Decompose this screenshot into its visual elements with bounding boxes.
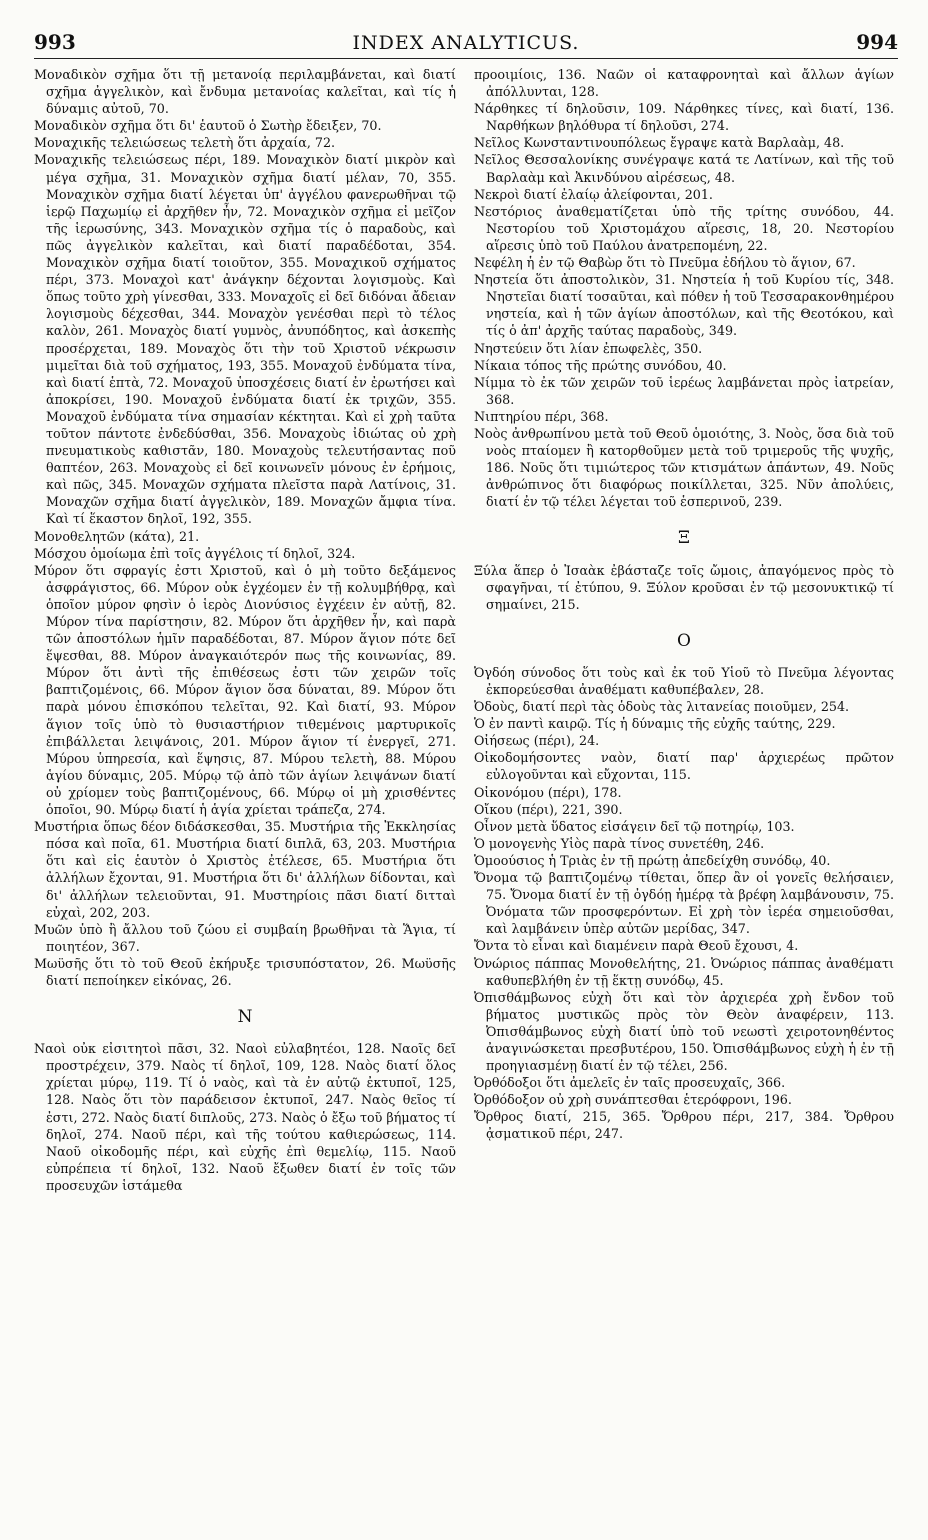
index-entry: Νηστεύειν ὅτι λίαν ἐπωφελὲς, 350. xyxy=(474,340,703,356)
index-entry: Μύρον ὅτι σφραγίς ἐστι Χριστοῦ, καὶ ὁ μὴ τοῦτο δεξάμενος ἀσφράγιστος, 66. Μύρον οὐκ ἐγχέομεν ἐν τῇ κολυμβήθρᾳ, καὶ ὁποῖον μύρον φησὶν ὁ ἱερὸς Διονύσιος ἐγχέειν ἐν αὐτῇ, 82. Μύρον τίνα παρίστησιν, 82. Μύρον ὅτι ἀρχῆθεν ἦν, καὶ παρὰ τῶν ἀποστόλων ἡμῖν παραδέδοται, 87. Μύρον ἅγιον πότε δεῖ ἕψεσθαι, 88. Μύρον ἀναγκαιότερόν πως τῆς κοινωνίας, 89. Μύρον ὅτι ἀντὶ τῆς ἐπιθέσεως ἐστι τῶν χειρῶν τοῖς βαπτιζομένοις, 66. Μύρον ἅγιον ὅσα δύναται, 89. Μύρον ὅτι παρὰ μόνου ἐπισκόπου τελεῖται, 92. Καὶ διατί, 93. Μύρον ἅγιον τοῖς ὑπὸ τὸ θυσιαστήριον τιθεμένοις μαρτυρικοῖς ἐπιβάλλεται λειψάνοις, 201. Μύρον ἅγιον τί ἐνεργεῖ, 271. Μύρου ὑπηρεσία, καὶ ἕψησις, 87. Μύρου τελετὴ, 88. Μύρου ἁγίου δύναμις, 205. Μύρῳ τῷ ἀπὸ τῶν ἁγίων λειψάνων διατί οὐ χρίομεν τοὺς βαπτιζομένους, 66. Μύρῳ οἱ μὴ χρισθέντες ὁποῖοι, 90. Μύρῳ διατί ἡ ἁγία χρίεται τράπεζα, 274. xyxy=(34,562,456,818)
index-entry: Νεῖλος Κωνσταντινουπόλεως ἔγραψε κατὰ Βαρλαὰμ, 48. xyxy=(474,135,845,151)
index-entry: Μυστήρια ὅπως δέον διδάσκεσθαι, 35. Μυστήρια τῆς Ἐκκλησίας πόσα καὶ ποῖα, 61. Μυστήρια διατί διπλᾶ, 63, 203. Μυστήρια ὅτι καὶ εἰς ἑαυτὸν ὁ Χριστὸς ἐτέλεσε, 65. Μυστήρια ὅτι ἀλλήλων ἔχονται, 91. Μυστήρια ὅτι δι' ἀλλήλων δίδονται, καὶ δι' ἀλλήλων τελειοῦνται, 91. Μυστηρίοις πᾶσι διατί διτταὶ εὐχαὶ, 202, 203. xyxy=(34,819,456,920)
index-entry: Ὄνομα τῷ βαπτιζομένῳ τίθεται, ὅπερ ἂν οἱ γονεῖς θελήσαιεν, 75. Ὄνομα διατί ἐν τῇ ὀγδόῃ ἡμέρᾳ τὰ βρέφη λαμβάνουσιν, 75. Ὀνόματα τῶν προσφερόντων. Εἰ χρὴ τὸν ἱερέα σημειοῦσθαι, καὶ λαμβάνειν ὑπὲρ αὐτῶν μερίδας, 347. xyxy=(474,870,894,937)
index-entry: Νηστεία ὅτι ἀποστολικὸν, 31. Νηστεία ἡ τοῦ Κυρίου τίς, 348. Νηστεῖαι διατί τοσαῦται, καὶ πόθεν ἡ τοῦ Τεσσαρακονθημέρου νηστεία, καὶ ἡ τῶν ἁγίων ἀποστόλων, καὶ τῆς Θεοτόκου, καὶ τίς ὁ ἀπ' ἀρχῆς ταύτας παραδοὺς, 349. xyxy=(474,272,894,339)
page-header xyxy=(34,30,898,59)
section-letter-o: O xyxy=(677,630,691,651)
index-entry: Ὁ μονογενὴς Υἱὸς παρὰ τίνος συνετέθη, 246. xyxy=(474,835,765,851)
index-entry: Ὁμοούσιος ἡ Τριὰς ἐν τῇ πρώτῃ ἀπεδείχθη συνόδῳ, 40. xyxy=(474,852,831,868)
index-entry: Ὄντα τὸ εἶναι καὶ διαμένειν παρὰ Θεοῦ ἔχουσι, 4. xyxy=(474,938,799,954)
left-column xyxy=(34,66,456,1194)
index-entry: Οἰήσεως (πέρι), 24. xyxy=(474,733,600,749)
running-title: INDEX ANALYTICUS. xyxy=(352,32,580,54)
index-entry: Νάρθηκες τί δηλοῦσιν, 109. Νάρθηκες τίνες, καὶ διατί, 136. Ναρθήκων βηλόθυρα τί δηλοῦσι, 274. xyxy=(474,101,894,134)
index-entry: Μοναχικῆς τελειώσεως τελετὴ ὅτι ἀρχαία, 72. xyxy=(34,135,336,151)
index-entry: Μονοθελητῶν (κάτα), 21. xyxy=(34,528,200,544)
index-entry: Ξύλα ἅπερ ὁ Ἰσαὰκ ἐβάσταζε τοῖς ὤμοις, ἀπαγόμενος πρὸς τὸ σφαγῆναι, τί ἐτύπου, 9. Ξύλον κροῦσαι ἐν τῷ μεσονυκτικῷ τί σημαίνει, 215. xyxy=(474,562,894,612)
index-entry: Ὀρθόδοξον οὐ χρὴ συνάπτεσθαι ἑτερόφρονι, 196. xyxy=(474,1092,792,1108)
index-entry: Ὁ ἐν παντὶ καιρῷ. Τίς ἡ δύναμις τῆς εὐχῆς ταύτης, 229. xyxy=(474,716,836,732)
index-entry: Μοναχικῆς τελειώσεως πέρι, 189. Μοναχικὸν διατί μικρὸν καὶ μέγα σχῆμα, 31. Μοναχικὸν σχῆμα διατί μέλαν, 70, 355. Μοναχικὸν σχῆμα διατί λέγεται ὑπ' ἀγγέλου φανερωθῆναι τῷ ἱερῷ Παχωμίῳ εἰ ἀρχῆθεν ἦν, 72. Μοναχικὸν σχῆμα εἰ μεῖζον τῆς ἱερωσύνης, 343. Μοναχικὸν σχῆμα τίς ὁ παραδοὺς, καὶ πῶς ἀγγελικὸν καλεῖται, καὶ διατί παραδέδοται, 354. Μοναχικὸν σχῆμα διατί τοιοῦτον, 355. Μοναχικοῦ σχήματος πέρι, 373. Μοναχοὶ κατ' ἀνάγκην δέχονται λογισμοὺς. Καὶ ὅπως τοῦτο χρὴ γίνεσθαι, 333. Μοναχοῖς εἰ δεῖ διδόναι ἄδειαν λογισμοὺς δέχεσθαι, 344. Μοναχὸν γενέσθαι περὶ τὸ τέλος καλὸν, 261. Μοναχὸς διατί γυμνὸς, ἀνυπόδητος, καὶ ἀσκεπὴς προσέρχεται, 189. Μοναχὸς ὅτι τὴν τοῦ Χριστοῦ νέκρωσιν μιμεῖται διὰ τοῦ σχήματος, 193, 355. Μοναχοῦ ἐνδύματα τίνα, καὶ διατί ἑπτὰ, 72. Μοναχοῦ ὑποσχέσεις διατί ἐν ἐρωτήσει καὶ ἀποκρίσει, 190. Μοναχοῦ ἐνδύματα διατί ἐκ τριχῶν, 355. Μοναχοῦ ἐνδύματα τίνα σημασίαν κέκτηται. Καὶ εἰ χρὴ ταῦτα τοῦτον πάντοτε ἐνδεδύσθαι, 356. Μοναχοὺς ἰδιώτας οὐ χρὴ πνευματικοὺς καθιστᾶν, 180. Μοναχοὺς τελευτήσαντας ποῦ θαπτέον, 263. Μοναχοὺς εἰ δεῖ κοινωνεῖν μόνους ἐν ἐρήμοις, καὶ πῶς, 345. Μοναχῶν σχήματα πλεῖστα παρὰ Λατίνοις, 31. Μοναχῶν σχῆμα διατί ἀγγελικὸν, 189. Μοναχῶν ἄμφια τίνα. Καὶ τί ἕκαστον δηλοῖ, 192, 355. xyxy=(34,152,456,527)
index-entry: Νεῖλος Θεσσαλονίκης συνέγραψε κατά τε Λατίνων, καὶ τῆς τοῦ Βαρλαὰμ καὶ Ἀκινδύνου αἱρέσεως, 48. xyxy=(474,152,894,185)
index-entry: Οἰκονόμου (πέρι), 178. xyxy=(474,784,622,800)
index-entry: Νεφέλη ἡ ἐν τῷ Θαβὼρ ὅτι τὸ Πνεῦμα ἐδήλου τὸ ἅγιον, 67. xyxy=(474,255,856,271)
right-page-number: 994 xyxy=(856,30,898,54)
index-entry: Μοναδικὸν σχῆμα ὅτι δι' ἑαυτοῦ ὁ Σωτὴρ ἔδειξεν, 70. xyxy=(34,118,382,134)
index-entry: Νεστόριος ἀναθεματίζεται ὑπὸ τῆς τρίτης συνόδου, 44. Νεστορίου τοῦ Χριστομάχου αἵρεσις, 18, 20. Νεστορίου αἵρεσις ὑπὸ τοῦ Παύλου ἀνατρεπομένη, 22. xyxy=(474,203,894,253)
index-entry: Ὀγδόη σύνοδος ὅτι τοὺς καὶ ἐκ τοῦ Υἱοῦ τὸ Πνεῦμα λέγοντας ἐκπορεύεσθαι ἀναθέματι καθυπέβαλεν, 28. xyxy=(474,664,894,697)
index-entry: Νοὸς ἀνθρωπίνου μετὰ τοῦ Θεοῦ ὁμοιότης, 3. Νοὸς, ὅσα διὰ τοῦ νοὸς πταίομεν ἢ κατορθοῦμεν μετὰ τοῦ τριμεροῦς τῆς ψυχῆς, 186. Νοῦς ὅτι τιμιώτερος τῶν κτισμάτων ἁπάντων, 49. Νοῦς ἀνθρώπινος ὅτι διαφόρως ποικίλλεται, 325. Νῦν ἀπολύεις, διατί ἐν τῷ τέλει λέγεται τοῦ ἑσπερινοῦ, 239. xyxy=(474,425,894,510)
index-entry: Μόσχου ὁμοίωμα ἐπὶ τοῖς ἀγγέλοις τί δηλοῖ, 324. xyxy=(34,545,356,561)
left-page-number: 993 xyxy=(34,30,76,54)
index-entry: Ὀδοὺς, διατί περὶ τὰς ὁδοὺς τὰς λιτανείας ποιοῦμεν, 254. xyxy=(474,699,850,715)
index-entry: Μοναδικὸν σχῆμα ὅτι τῇ μετανοίᾳ περιλαμβάνεται, καὶ διατί σχῆμα ἀγγελικὸν, καὶ ἔνδυμα μετανοίας καλεῖται, καὶ τίς ἡ δύναμις αὐτοῦ, 70. xyxy=(34,67,456,117)
right-column xyxy=(474,66,894,1143)
index-entry: Ὀπισθάμβωνος εὐχὴ ὅτι καὶ τὸν ἀρχιερέα χρὴ ἔνδον τοῦ βήματος μυστικῶς πρὸς τὸν Θεὸν ἀναφέρειν, 113. Ὀπισθάμβωνος εὐχὴ διατί ὑπὸ τοῦ νεωστὶ χειροτονηθέντος ἀναγινώσκεται πρεσβυτέρου, 150. Ὀπισθάμβωνος εὐχὴ ἡ ἐν τῇ προηγιασμένῃ διατί ἐν τῷ τέλει, 256. xyxy=(474,989,894,1074)
index-entry: Μωϋσῆς ὅτι τὸ τοῦ Θεοῦ ἐκήρυξε τρισυπόστατον, 26. Μωϋσῆς διατί πεποίηκεν εἰκόνας, 26. xyxy=(34,955,456,988)
index-entry: Ὀνώριος πάππας Μονοθελήτης, 21. Ὀνώριος πάππας ἀναθέματι καθυπεβλήθη ἐν τῇ ἕκτῃ συνόδῳ, 45. xyxy=(474,955,894,988)
index-entry: προοιμίοις, 136. Ναῶν οἱ καταφρονηταὶ καὶ ἄλλων ἁγίων ἀπόλλυνται, 128. xyxy=(474,67,894,100)
index-entry: Νεκροὶ διατί ἐλαίῳ ἀλείφονται, 201. xyxy=(474,186,713,202)
index-entry: Ὀρθόδοξοι ὅτι ἀμελεῖς ἐν ταῖς προσευχαῖς, 366. xyxy=(474,1075,786,1091)
index-entry: Οἴκου (πέρι), 221, 390. xyxy=(474,801,623,817)
index-entry: Νίμμα τὸ ἐκ τῶν χειρῶν τοῦ ἱερέως λαμβάνεται πρὸς ἰατρείαν, 368. xyxy=(474,374,894,407)
index-entry: Νίκαια τόπος τῆς πρώτης συνόδου, 40. xyxy=(474,357,727,373)
index-entry: Ὄρθρος διατί, 215, 365. Ὄρθρου πέρι, 217, 384. Ὄρθρου ᾀσματικοῦ πέρι, 247. xyxy=(474,1109,894,1142)
index-entry: Οἰκοδομήσοντες ναὸν, διατί παρ' ἀρχιερέως πρῶτον εὐλογοῦνται καὶ εὔχονται, 115. xyxy=(474,750,894,783)
section-letter-xi: Ξ xyxy=(678,528,690,549)
index-entry: Οἶνον μετὰ ὕδατος εἰσάγειν δεῖ τῷ ποτηρίῳ, 103. xyxy=(474,818,795,834)
section-letter-n: N xyxy=(237,1007,253,1028)
index-entry: Ναοὶ οὐκ εἰσιτητοὶ πᾶσι, 32. Ναοὶ εὐλαβητέοι, 128. Ναοῖς δεῖ προστρέχειν, 379. Ναὸς τί δηλοῖ, 109, 128. Ναὸς διατί ὅλος χρίεται μύρῳ, 119. Τί ὁ ναὸς, καὶ τὰ ἐν αὐτῷ ἐκτυποῖ, 125, 128. Ναὸς ὅτι τὸν παράδεισον ἐκτυποῖ, 247. Ναὸς θεῖος τί ἐστι, 272. Ναὸς διατί διπλοῦς, 273. Ναὸς ὁ ἔξω τοῦ βήματος τί δηλοῖ, 274. Ναοῦ πέρι, καὶ τῆς τούτου καθιερώσεως, 114. Ναοῦ οἰκοδομῆς πέρι, καὶ εὐχῆς ἐπὶ θεμελίῳ, 115. Ναοῦ εὐπρέπεια τί δηλοῖ, 132. Ναοῦ ἔξωθεν διατί ἐν τοῖς τῶν προσευχῶν ἱστάμεθα xyxy=(34,1041,456,1193)
index-entry: Νιπτηρίου πέρι, 368. xyxy=(474,408,609,424)
index-entry: Μυῶν ὑπὸ ἢ ἄλλου τοῦ ζώου εἰ συμβαίη βρωθῆναι τὰ Ἅγια, τί ποιητέον, 367. xyxy=(34,921,456,954)
